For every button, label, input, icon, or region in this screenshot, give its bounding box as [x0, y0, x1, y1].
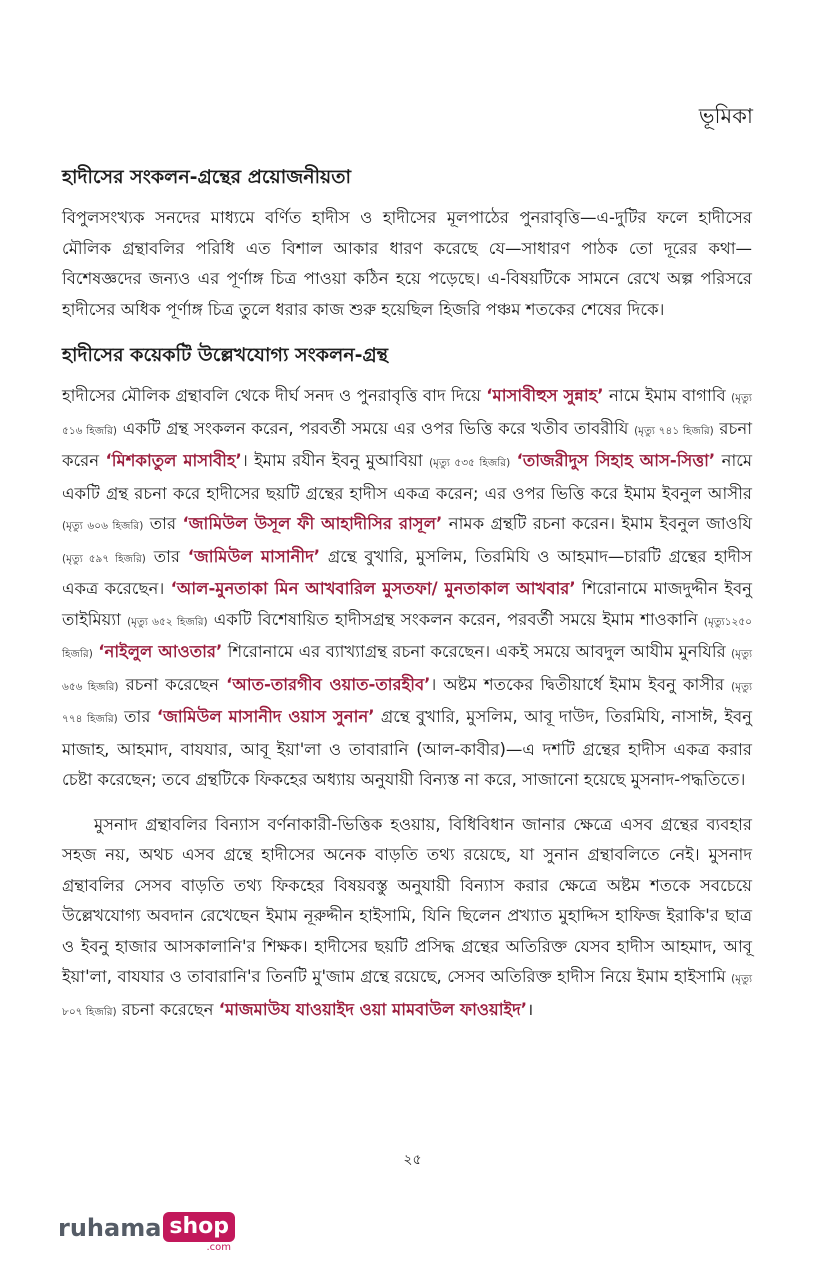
death-date-note: (মৃত্যু ৭৭৪ হিজরি) — [62, 680, 753, 725]
death-date-note: (মৃত্যু ৫৯৭ হিজরি) — [62, 552, 146, 565]
death-date-note: (মৃত্যু ৬৫২ হিজরি) — [127, 615, 208, 628]
paragraph-need: বিপুলসংখ্যক সনদের মাধ্যমে বর্ণিত হাদীস ও হাদীসের মূলপাঠের পুনরাবৃত্তি—এ-দুটির ফলে হাদীসের মৌলিক গ্রন্থাবলির পরিধি এত বিশাল আকার ধারণ করেছে যে—সাধারণ পাঠক তো দূরের কথা—বিশেষজ্ঞদের জন্যও এর পূর্ণাঙ্গ চিত্র পাওয়া কঠিন হয়ে পড়েছে। এ-বিষয়টিকে সামনে রেখে অল্প পরিসরে হাদীসের অধিক পূর্ণাঙ্গ চিত্র তুলে ধরার কাজ শুরু হয়েছিল হিজরি পঞ্চম শতকের শেষের দিকে। — [62, 208, 752, 319]
page-body — [62, 163, 752, 1027]
text-run: নামে একটি গ্রন্থ রচনা করে হাদীসের ছয়টি গ্রন্থের হাদীস একত্র করেন; এর ওপর ভিত্তি করে ইমাম ইবনুল আসীর — [62, 451, 753, 503]
brand-logo-suffix: .com — [206, 1242, 232, 1253]
text-run: নামে ইমাম বাগাবি — [603, 386, 732, 405]
text-run: নামক গ্রন্থটি রচনা করেন। ইমাম ইবনুল জাওযি — [442, 514, 753, 533]
paragraph-musnad — [62, 810, 752, 1028]
brand-logo-text-shop: shop — [163, 1212, 235, 1242]
page-number: ২৫ — [403, 1152, 422, 1168]
book-title-jamiul-masanid: ‘জামিউল মাসানীদ’ — [187, 546, 321, 566]
death-date-note: (মৃত্যু ৭৪১ হিজরি) — [634, 424, 714, 437]
death-date-note: (মৃত্যু১২৫০ হিজরি) — [62, 615, 752, 660]
text-run: হাদীসের মৌলিক গ্রন্থাবলি থেকে দীর্ঘ সনদ ও পুনরাবৃত্তি বাদ দিয়ে — [62, 386, 487, 405]
death-date-note: (মৃত্যু ৬৫৬ হিজরি) — [62, 648, 753, 693]
death-date-note: (মৃত্যু ৬০৬ হিজরি) — [62, 520, 144, 532]
text-run: রচনা করেছেন — [118, 674, 227, 694]
running-header-title: ভূমিকা — [698, 104, 753, 128]
brand-logo — [58, 1212, 235, 1252]
book-title-muntaka: ‘আল-মুনতাকা মিন আখবারিল মুসতফা/ মুনতাকাল আখবার’ — [170, 579, 576, 598]
brand-logo-shop-badge — [163, 1212, 235, 1253]
death-date-note: (মৃত্যু ৫৩৫ হিজরি) — [429, 457, 511, 469]
text-run: শিরোনামে এর ব্যাখ্যাগ্রন্থ রচনা করেছেন। একই সময়ে আবদুল আযীম মুনযিরি — [222, 642, 732, 661]
text-run: মুসনাদ গ্রন্থাবলির বিন্যাস বর্ণনাকারী-ভিত্তিক হওয়ায়, বিধিবিধান জানার ক্ষেত্রে এসব গ্রন্থের ব্যবহার সহজ নয়, অথচ এসব গ্রন্থে হাদীসের অনেক বাড়তি তথ্য রয়েছে, যা সুনান গ্রন্থাবলিতে নেই। মুসনাদ গ্রন্থাবলির সেসব বাড়তি তথ্য ফিকহের বিষয়বস্তু অনুযায়ী বিন্যাস করার ক্ষেত্রে অষ্টম শতকে সবচেয়ে উল্লেখযোগ্য অবদান রেখেছেন ইমাম নূরুদ্দীন হাইসামি, যিনি ছিলেন প্রখ্যাত মুহাদ্দিস হাফিজ ইরাকি'র ছাত্র ও ইবনু হাজার আসকালানি'র শিক্ষক। হাদীসের ছয়টি প্রসিদ্ধ গ্রন্থের অতিরিক্ত যেসব হাদীস আহমাদ, আবূ ইয়া'লা, বাযযার ও তাবারানি'র তিনটি মু'জাম গ্রন্থে রয়েছে, সেসব অতিরিক্ত হাদীস নিয়ে ইমাম হাইসামি — [62, 814, 752, 986]
text-run: । — [527, 999, 534, 1019]
text-run: তার — [145, 546, 188, 566]
book-title-majmauz-zawaid: ‘মাজমাউয যাওয়াইদ ওয়া মামবাউল ফাওয়াইদ’ — [218, 999, 528, 1019]
text-run: একটি গ্রন্থ সংকলন করেন, পরবর্তী সময়ে এর ওপর ভিত্তি করে খতীব তাবরীযি — [117, 418, 635, 438]
book-title-jamiul-usul: ‘জামিউল উসূল ফী আহাদীসির রাসূল’ — [182, 514, 443, 533]
text-run: একটি বিশেষায়িত হাদীসগ্রন্থ সংকলন করেন, পরবর্তী সময়ে ইমাম শাওকানি — [207, 609, 704, 629]
text-run: । অষ্টম শতকের দ্বিতীয়ার্ধে ইমাম ইবনু কাসীর — [430, 674, 732, 694]
text-run: শিরোনামে মাজদুদ্দীন ইবনু তাইমিয়্যা — [62, 579, 753, 629]
book-title-masanid-sunan: ‘জামিউল মাসানীদ ওয়াস সুনান’ — [156, 707, 375, 726]
death-date-note: (মৃত্যু ৮০৭ হিজরি) — [62, 973, 752, 1018]
brand-logo-text-ruhama: ruhama — [58, 1214, 162, 1242]
text-run: রচনা করেন — [62, 418, 752, 470]
text-run: তার — [143, 514, 183, 533]
book-title-masabih-sunnah: ‘মাসাবীহুস সুন্নাহ’ — [486, 386, 604, 405]
text-run: রচনা করেছেন — [116, 999, 219, 1019]
section-heading-need: হাদীসের সংকলন-গ্রন্থের প্রয়োজনীয়তা — [62, 166, 351, 188]
book-title-targhib: ‘আত-তারগীব ওয়াত-তারহীব’ — [226, 674, 431, 694]
text-run: গ্রন্থে বুখারি, মুসলিম, আবূ দাউদ, তিরমিযি, নাসাঈ, ইবনু মাজাহ, আহমাদ, বাযযার, আবূ ইয়া'লা ও তাবারানি (আল-কাবীর)—এ দশটি গ্রন্থের হাদীস একত্র করার চেষ্টা করেছেন; তবে গ্রন্থটিকে ফিকহের অধ্যায় অনুযায়ী বিন্যস্ত না করে, সাজানো হয়েছে মুসনাদ-পদ্ধতিতে। — [62, 707, 752, 789]
book-title-nailul-awtar: ‘নাইলুল আওতার’ — [98, 642, 223, 661]
paragraph-compilations — [62, 381, 752, 796]
death-date-note: (মৃত্যু ৫১৬ হিজরি) — [62, 392, 752, 437]
section-heading-compilations: হাদীসের কয়েকটি উল্লেখযোগ্য সংকলন-গ্রন্থ — [62, 344, 388, 366]
book-title-mishkat: ‘মিশকাতুল মাসাবীহ’ — [105, 451, 242, 470]
text-run: তার — [117, 707, 157, 726]
text-run: । ইমাম রযীন ইবনু মুআবিয়া — [241, 451, 430, 470]
book-title-tajrid: ‘তাজরীদুস সিহাহ আস-সিত্তা’ — [516, 451, 716, 470]
text-run: গ্রন্থে বুখারি, মুসলিম, তিরমিযি ও আহমাদ—চারটি গ্রন্থের হাদীস একত্র করেছেন। — [62, 546, 753, 598]
